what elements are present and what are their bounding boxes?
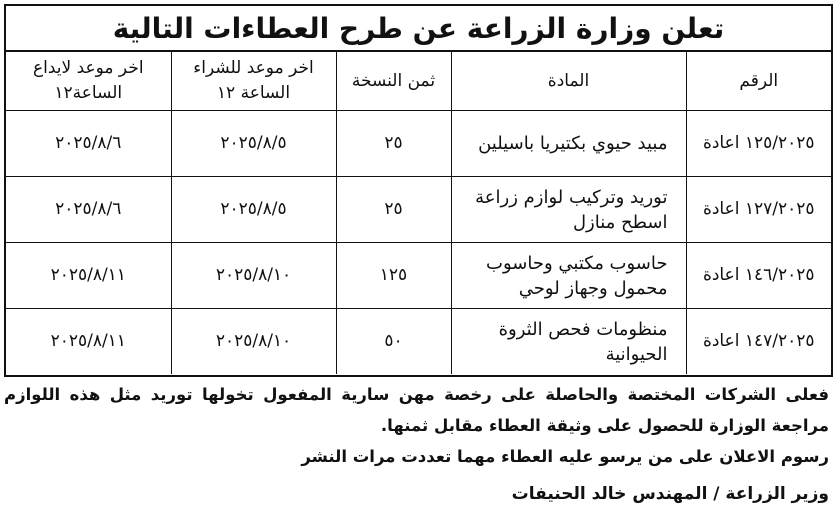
cell-ref: ١٢٧/٢٠٢٥ اعادة [686,177,831,243]
cell-subject: منظومات فحص الثروة الحيوانية [451,309,686,375]
fees-note: رسوم الاعلان على من يرسو عليه العطاء مهما تعددت مرات النشر [301,447,829,466]
header-price: ثمن النسخة [336,52,451,111]
cell-purchase-deadline: ٢٠٢٥/٨/١٠ [171,309,336,375]
table-row [6,309,831,375]
header-deposit-deadline: اخر موعد لايداع الساعة١٢ [6,52,171,111]
header-subject: المادة [451,52,686,111]
header-purchase-deadline: اخر موعد للشراء الساعة ١٢ [171,52,336,111]
cell-price: ١٢٥ [336,243,451,309]
cell-subject: مبيد حيوي بكتيريا باسيلين [451,111,686,177]
cell-purchase-deadline: ٢٠٢٥/٨/٥ [171,111,336,177]
cell-purchase-deadline: ٢٠٢٥/٨/٥ [171,177,336,243]
cell-subject: حاسوب مكتبي وحاسوب محمول وجهاز لوحي [451,243,686,309]
table-row [6,243,831,309]
cell-purchase-deadline: ٢٠٢٥/٨/١٠ [171,243,336,309]
tenders-table [6,52,831,374]
cell-deposit-deadline: ٢٠٢٥/٨/١١ [6,309,171,375]
cell-deposit-deadline: ٢٠٢٥/٨/١١ [6,243,171,309]
cell-ref: ١٤٧/٢٠٢٥ اعادة [686,309,831,375]
announcement-frame [4,4,833,377]
cell-deposit-deadline: ٢٠٢٥/٨/٦ [6,111,171,177]
cell-price: ٥٠ [336,309,451,375]
announcement-notes [4,379,829,472]
minister-signature: وزير الزراعة / المهندس خالد الحنيفات [511,484,829,504]
eligibility-note: فعلى الشركات المختصة والحاصلة على رخصة مهن سارية المفعول تخولها توريد مثل هذه اللوازم مراجعة الوزارة للحصول على وثيقة العطاء مقابل ثمنها. [4,385,829,435]
cell-price: ٢٥ [336,177,451,243]
table-row [6,111,831,177]
cell-subject: توريد وتركيب لوازم زراعة اسطح منازل [451,177,686,243]
table-row [6,177,831,243]
header-ref: الرقم [686,52,831,111]
table-header-row [6,52,831,111]
cell-deposit-deadline: ٢٠٢٥/٨/٦ [6,177,171,243]
announcement-title: تعلن وزارة الزراعة عن طرح العطاءات التالية [6,6,831,52]
cell-ref: ١٤٦/٢٠٢٥ اعادة [686,243,831,309]
cell-price: ٢٥ [336,111,451,177]
cell-ref: ١٢٥/٢٠٢٥ اعادة [686,111,831,177]
